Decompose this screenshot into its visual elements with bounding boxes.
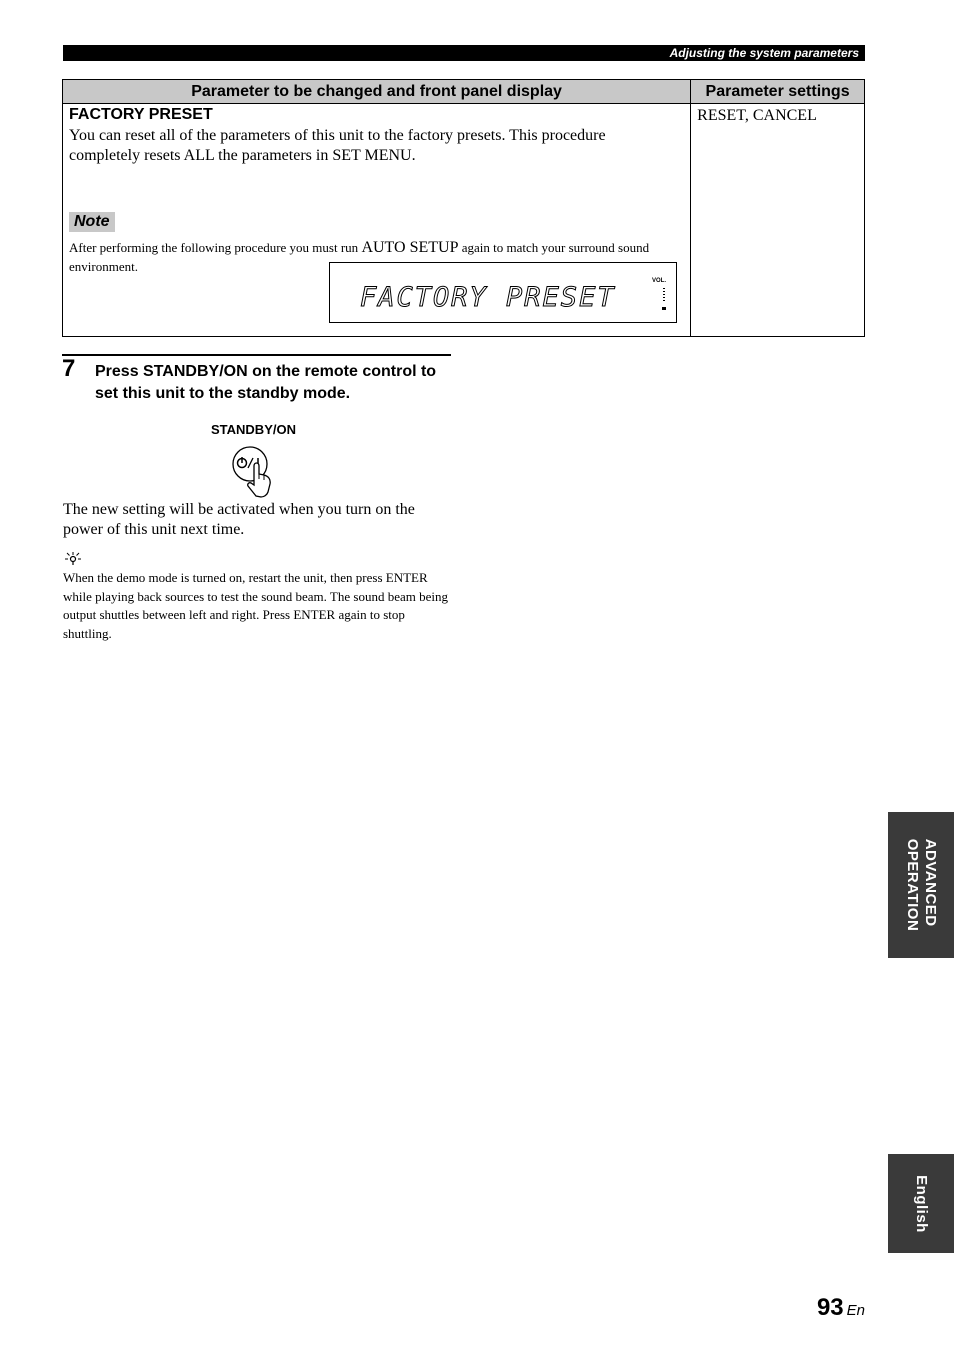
display-text: FACTORY PRESET [360, 282, 616, 313]
note-label: Note [69, 212, 115, 232]
standby-button-icon [228, 444, 284, 505]
volume-label: VOL. [651, 278, 666, 284]
parameter-cell [63, 104, 691, 337]
table-header-row [63, 80, 865, 104]
column-header-parameter: Parameter to be changed and front panel display [63, 80, 691, 104]
step-divider [62, 354, 451, 356]
note-text-before: After performing the following procedure you must run [69, 240, 362, 255]
step-number: 7 [62, 355, 76, 382]
english-tab-label: English [913, 1174, 930, 1233]
note-text-auto-setup: AUTO SETUP [361, 239, 459, 256]
note-text-after: again to match your surround sound environment. [69, 240, 650, 274]
parameter-title: FACTORY PRESET [69, 106, 213, 123]
tip-text: When the demo mode is turned on, restart the unit, then press ENTER while playing back sources to test the sound beam. The sound beam being output shuttles between left and right. Press ENTER again to stop shuttling. [63, 570, 448, 641]
step-instruction: Press STANDBY/ON on the remote control to set this unit to the standby mode. [95, 363, 437, 402]
table-row [63, 104, 865, 337]
advanced-tab-line1: ADVANCED [922, 838, 939, 927]
page-number [817, 1294, 865, 1322]
settings-cell: RESET, CANCEL [691, 104, 865, 337]
front-panel-display [329, 262, 677, 323]
parameter-description: You can reset all of the parameters of this unit to the factory presets. This procedure completely resets ALL the parameters in SET MENU. [69, 127, 606, 164]
page-number-value: 93 [816, 1294, 844, 1321]
volume-meter-icon [662, 288, 666, 310]
standby-button-label: STANDBY/ON [211, 422, 296, 437]
parameter-table [62, 79, 865, 337]
header-title: Adjusting the system parameters [669, 46, 859, 60]
advanced-operation-tab [888, 812, 954, 958]
body-text: The new setting will be activated when you turn on the power of this unit next time. [63, 501, 415, 538]
english-tab [888, 1154, 954, 1253]
column-header-settings: Parameter settings [691, 80, 865, 104]
advanced-tab-line2: OPERATION [904, 838, 921, 932]
page-language-suffix: En [846, 1302, 865, 1319]
header-bar [63, 45, 865, 61]
